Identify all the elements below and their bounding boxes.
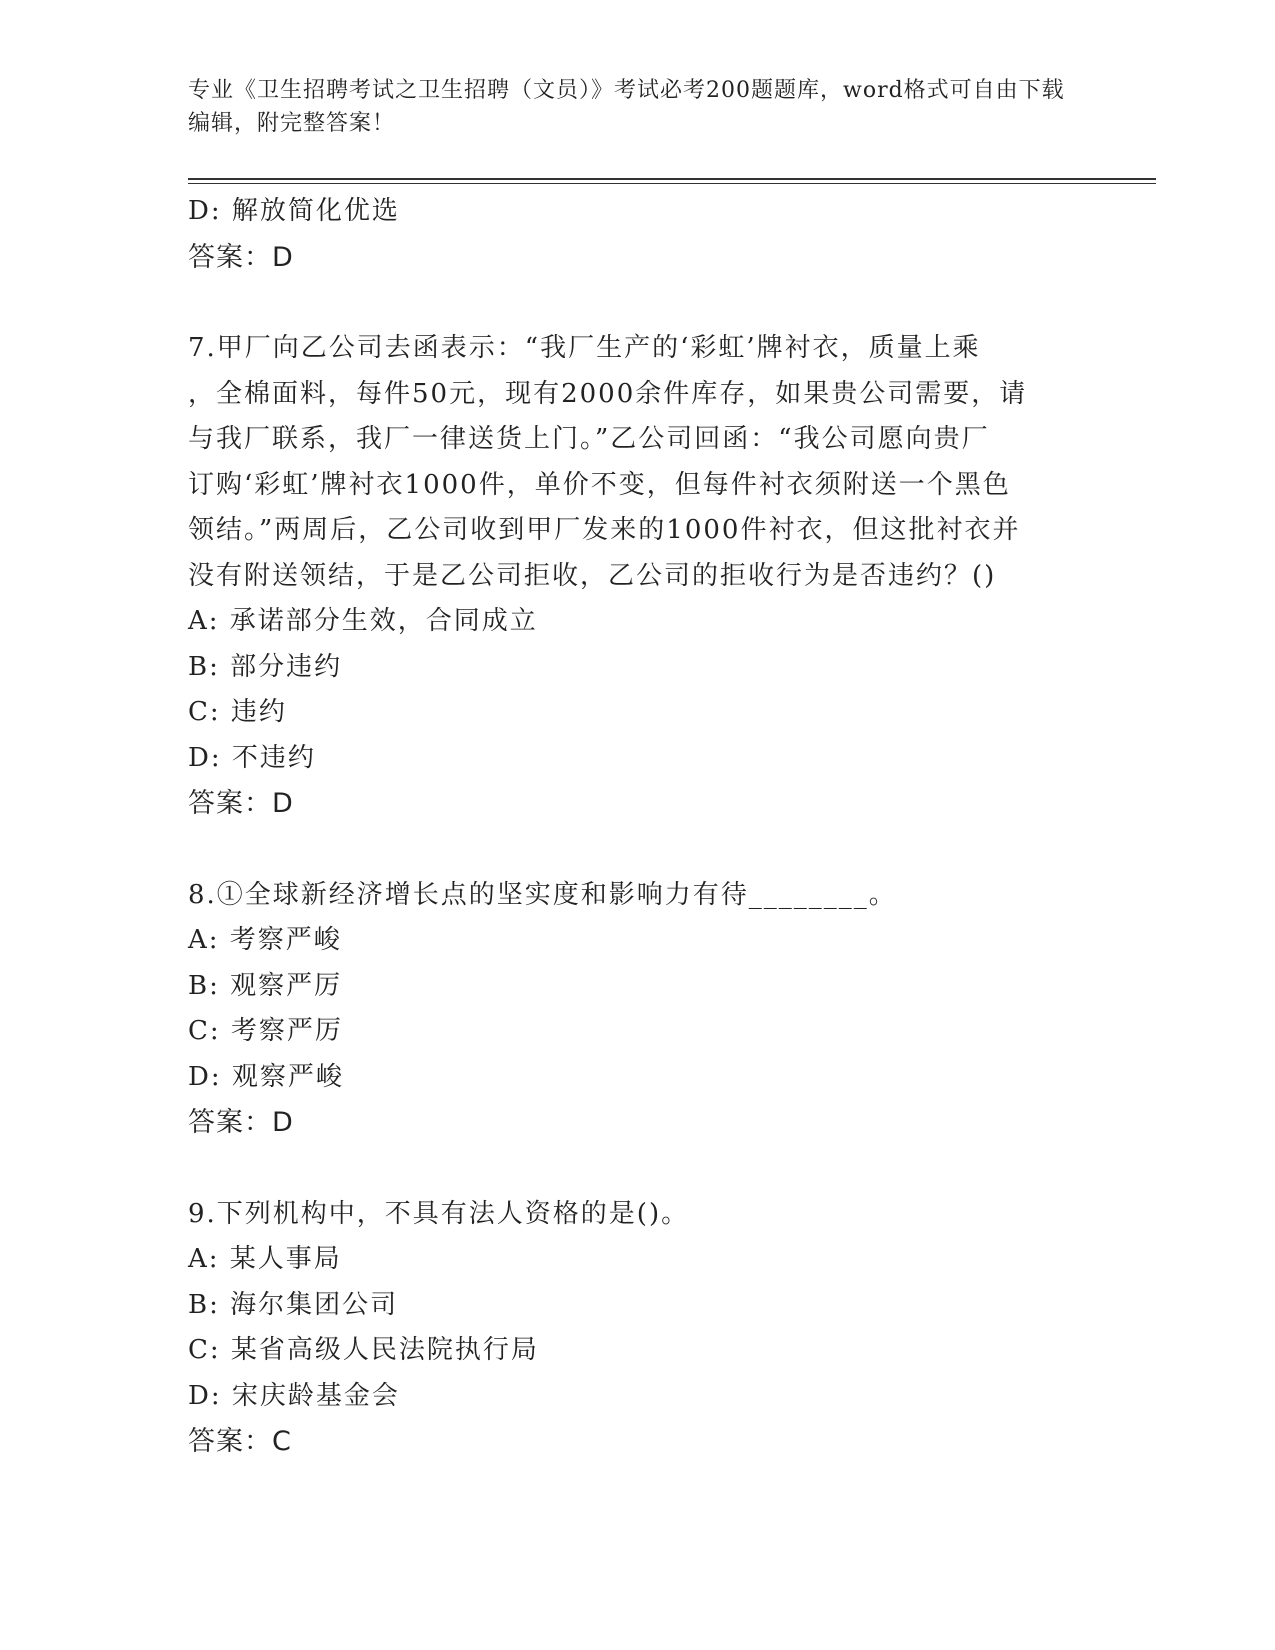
page-header: 专业《卫生招聘考试之卫生招聘（文员）》考试必考200题题库，word格式可自由下载编辑，附完整答案！ (188, 78, 1065, 136)
spacer (188, 280, 1088, 326)
header-rule-thick (188, 178, 1156, 180)
q9-option-a: A: 某人事局 (188, 1244, 342, 1274)
q7-stem-line: 领结。”两周后，乙公司收到甲厂发来的1000件衬衣，但这批衬衣并 (188, 515, 1021, 545)
q8-option-a: A: 考察严峻 (188, 925, 342, 955)
q9-stem: 9.下列机构中，不具有法人资格的是()。 (188, 1198, 690, 1229)
question-7 (188, 326, 1088, 827)
q9-option-b: B: 海尔集团公司 (188, 1289, 399, 1320)
header-rule-thin (188, 183, 1156, 184)
q7-stem-line: 没有附送领结，于是乙公司拒收，乙公司的拒收行为是否违约？() (188, 560, 997, 591)
q8-answer: 答案：D (188, 1107, 294, 1138)
q7-answer: 答案：D (188, 788, 294, 819)
q8-option-b: B: 观察严厉 (188, 970, 343, 1001)
question-9 (188, 1192, 1088, 1465)
q7-stem-line: 订购‘彩虹’牌衬衣1000件，单价不变，但每件衬衣须附送一个黑色 (188, 469, 1011, 500)
question-8 (188, 873, 1088, 1146)
prev-answer: 答案：D (188, 241, 294, 273)
q7-option-a: A: 承诺部分生效，合同成立 (188, 606, 538, 636)
spacer (188, 827, 1088, 873)
q7-option-b: B: 部分违约 (188, 651, 343, 682)
q8-option-c: C: 考察严厉 (188, 1016, 343, 1046)
q8-stem: 8.①全球新经济增长点的坚实度和影响力有待________。 (188, 879, 897, 910)
q8-option-d: D: 观察严峻 (188, 1061, 344, 1092)
q7-option-d: D: 不违约 (188, 742, 316, 773)
prev-option-d: D: 解放简化优选 (188, 196, 400, 226)
question-content (188, 189, 1088, 1465)
q9-option-d: D: 宋庆龄基金会 (188, 1380, 400, 1411)
q9-answer: 答案：C (188, 1426, 292, 1457)
q7-stem-line: 7.甲厂向乙公司去函表示：“我厂生产的‘彩虹’牌衬衣，质量上乘 (188, 333, 981, 363)
q7-stem-line: ，全棉面料，每件50元，现有2000余件库存，如果贵公司需要，请 (188, 378, 1028, 409)
spacer (188, 1146, 1088, 1192)
q9-option-c: C: 某省高级人民法院执行局 (188, 1335, 539, 1365)
q7-option-c: C: 违约 (188, 697, 287, 727)
q7-stem-line: 与我厂联系，我厂一律送货上门。”乙公司回函：“我公司愿向贵厂 (188, 424, 990, 454)
